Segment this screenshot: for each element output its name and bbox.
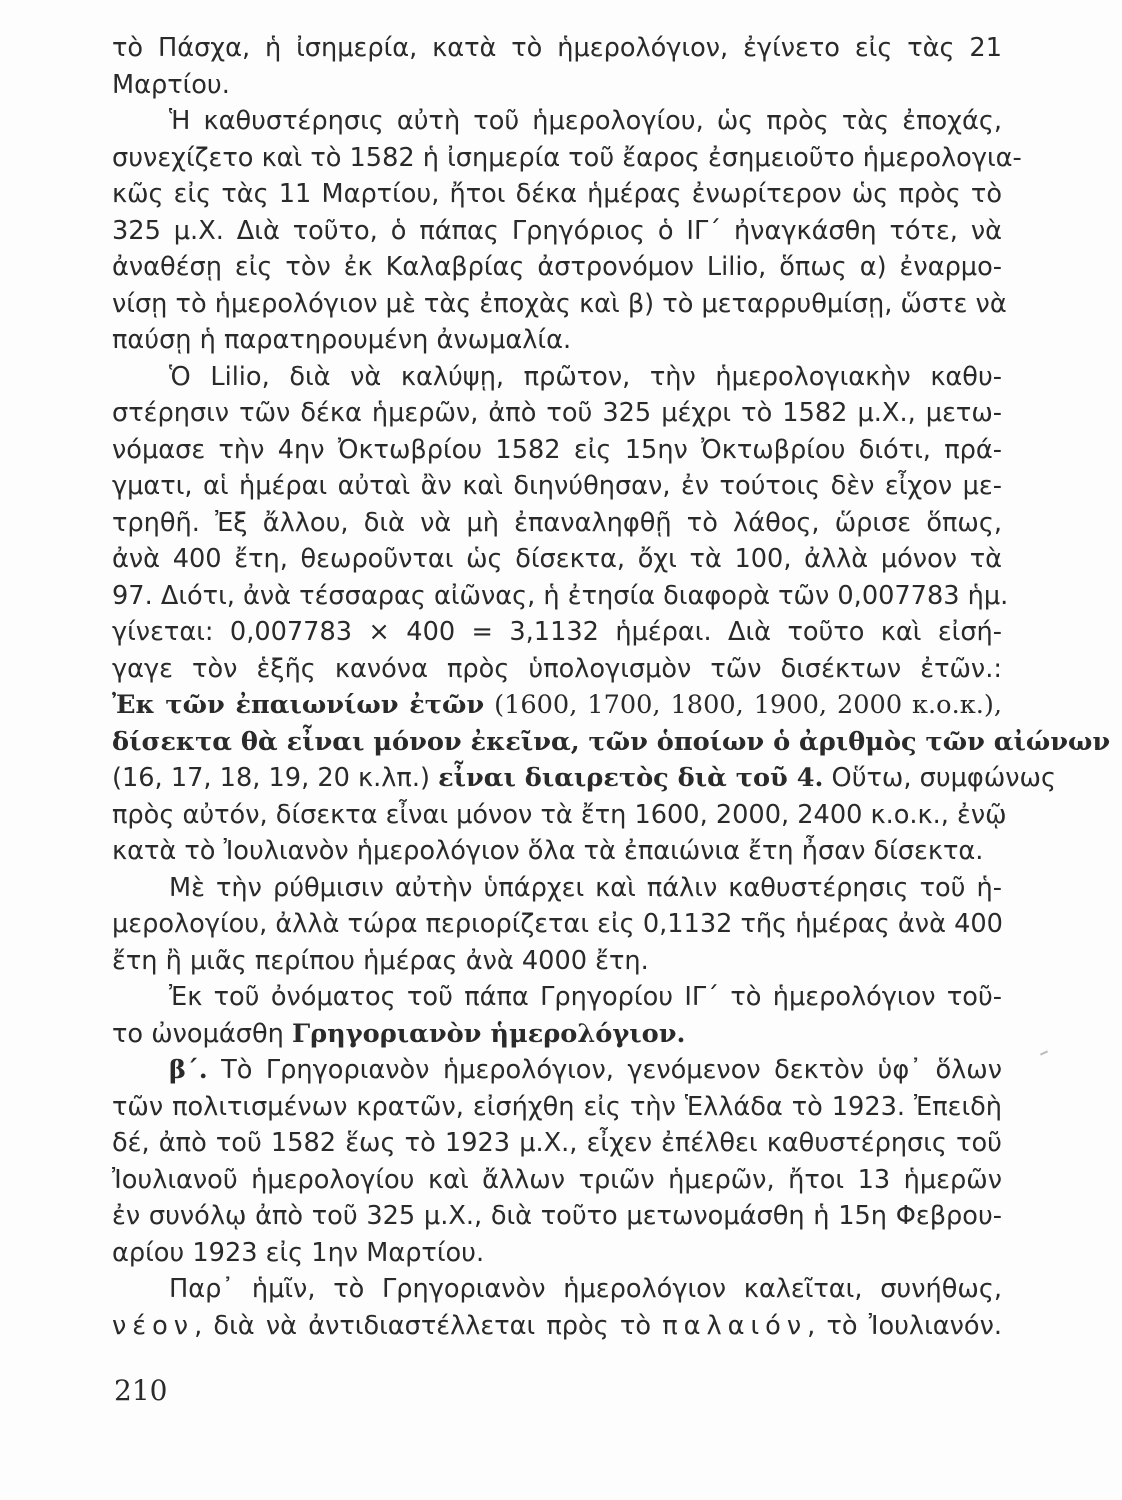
text-line: κατὰ τὸ Ἰουλιανὸν ἡμερολόγιον ὅλα τὰ ἐπαιώνια ἔτη ἦσαν δίσεκτα. [112,836,984,866]
text-line: ἀναθέσῃ εἰς τὸν ἐκ Καλαβρίας ἀστρονόμον Lilio, ὅπως α) ἐναρμο- [112,252,1002,282]
text-segment: (1600, 1700, 1800, 1900, 2000 κ.ο.κ.), [484,690,1002,720]
text-line: στέρησιν τῶν δέκα ἡμερῶν, ἀπὸ τοῦ 325 μέχρι τὸ 1582 μ.Χ., μετω- [112,398,1002,428]
text-line: γίνεται: 0,007783 × 400 = 3,1132 ἡμέραι. Διὰ τοῦτο καὶ εἰσή- [112,617,1002,647]
text-line: Ἡ καθυστέρησις αὐτὴ τοῦ ἡμερολογίου, ὡς πρὸς τὰς ἐποχάς, [169,106,1002,136]
text-segment: Οὕτω, συμφώνως [823,763,1057,793]
text-segment: Τὸ Γρηγοριανὸν ἡμερολόγιον, γενόμενον δεκτὸν ὑφ᾽ ὅλων [207,1055,1002,1085]
paragraph-lilio-reform [112,359,1111,870]
bold-rule-text: δίσεκτα θὰ εἶναι μόνον ἐκεῖνα, τῶν ὁποίων ὁ ἀριθμὸς τῶν αἰώνων [112,726,1111,757]
text-segment: , τὸ Ἰουλιανόν. [807,1310,1002,1341]
text-line: ἐν συνόλῳ ἀπὸ τοῦ 325 μ.Χ., διὰ τοῦτο μετωνομάσθη ἡ 15η Φεβρου- [112,1201,1002,1231]
bold-rule-text: εἶναι διαιρετὸς διὰ τοῦ 4. [438,763,824,793]
text-line: κῶς εἰς τὰς 11 Μαρτίου, ἤτοι δέκα ἡμέρας ἐνωρίτερον ὡς πρὸς τὸ [112,179,1002,209]
text-line: αρίου 1923 εἰς 1ην Μαρτίου. [112,1237,485,1268]
text-line: τρηθῆ. Ἐξ ἄλλου, διὰ νὰ μὴ ἐπαναληφθῇ τὸ λάθος, ὥρισε ὅπως, [112,507,1002,538]
text-line: 97. Διότι, ἀνὰ τέσσαρας αἰῶνας, ἡ ἐτησία διαφορὰ τῶν 0,007783 ἡμ. [112,580,1009,611]
text-line: τὸ Πάσχα, ἡ ἰσημερία, κατὰ τὸ ἡμερολόγιον, ἐγίνετο εἰς τὰς 21 [112,33,1002,63]
text-line: Ἐκ τοῦ ὀνόματος τοῦ πάπα Γρηγορίου ΙΓ΄ τὸ ἡμερολόγιον τοῦ- [169,982,1002,1012]
text-line: ἀνὰ 400 ἔτη, θεωροῦνται ὡς δίσεκτα, ὄχι τὰ 100, ἀλλὰ μόνον τὰ [112,544,1002,574]
paragraph-equinox-continuation [112,30,1002,103]
text-line [112,1308,1002,1345]
text-line: ἔτη ἢ μιᾶς περίπου ἡμέρας ἀνὰ 4000 ἔτη. [112,945,649,976]
text-line: μερολογίου, ἀλλὰ τώρα περιορίζεται εἰς 0,1132 τῆς ἡμέρας ἀνὰ 400 [112,909,1003,939]
text-line: Μὲ τὴν ρύθμισιν αὐτὴν ὑπάρχει καὶ πάλιν καθυστέρησις τοῦ ἡ- [169,872,1002,903]
spaced-term-old: παλαιόν [662,1310,808,1341]
text-line [112,1052,1002,1089]
paragraph-new-old-calendar [112,1271,1002,1344]
text-line: Μαρτίου. [112,69,230,100]
page-number: 210 [114,1374,168,1407]
paragraph-section-beta [112,1052,1002,1271]
text-line [112,724,1111,761]
text-line: Παρ᾽ ἡμῖν, τὸ Γρηγοριανὸν ἡμερολόγιον καλεῖται, συνήθως, [169,1274,1002,1304]
text-segment: το ὠνομάσθη [112,1018,292,1049]
section-marker: β΄. [169,1055,208,1085]
bold-term: Γρηγοριανὸν ἡμερολόγιον. [291,1018,686,1049]
paragraph-remaining-delay [112,870,1002,980]
text-line [112,687,1002,724]
text-line: δέ, ἀπὸ τοῦ 1582 ἕως τὸ 1923 μ.Χ., εἶχεν ἐπέλθει καθυστέρησις τοῦ [112,1128,1002,1158]
text-segment: , διὰ νὰ ἀντιδιαστέλλεται πρὸς τὸ [194,1310,663,1341]
text-line: τῶν πολιτισμένων κρατῶν, εἰσήχθη εἰς τὴν Ἑλλάδα τὸ 1923. Ἐπειδὴ [112,1091,1002,1122]
paragraph-gregorian-name [112,979,1002,1052]
text-line [112,1016,1002,1053]
text-line: Ὁ Lilio, διὰ νὰ καλύψῃ, πρῶτον, τὴν ἡμερολογιακὴν καθυ- [169,361,1002,392]
text-line: νόμασε τὴν 4ην Ὀκτωβρίου 1582 εἰς 15ην Ὀκτωβρίου διότι, πρά- [112,434,1002,465]
spaced-term-new: νέον [112,1310,195,1341]
page-body-text [112,30,1111,1344]
text-line: συνεχίζετο καὶ τὸ 1582 ἡ ἰσημερία τοῦ ἔαρος ἐσημειοῦτο ἡμερολογια- [112,142,1022,173]
scan-mark [1040,1050,1048,1055]
paragraph-calendar-delay [112,103,1022,359]
text-line: γαγε τὸν ἑξῆς κανόνα πρὸς ὑπολογισμὸν τῶν δισέκτων ἐτῶν.: [112,653,1002,684]
bold-rule-text: Ἐκ τῶν ἐπαιωνίων ἐτῶν [112,690,485,720]
text-line: γματι, αἱ ἡμέραι αὐταὶ ἂν καὶ διηνύθησαν, ἐν τούτοις δὲν εἶχον με- [112,471,1002,501]
text-line: πρὸς αὐτόν, δίσεκτα εἶναι μόνον τὰ ἔτη 1600, 2000, 2400 κ.ο.κ., ἐνῷ [112,799,1007,830]
text-line: 325 μ.Χ. Διὰ τοῦτο, ὁ πάπας Γρηγόριος ὁ ΙΓ΄ ἠναγκάσθη τότε, νὰ [112,215,1002,246]
text-segment: (16, 17, 18, 19, 20 κ.λπ.) [112,763,439,793]
text-line: νίσῃ τὸ ἡμερολόγιον μὲ τὰς ἐποχὰς καὶ β) τὸ μεταρρυθμίσῃ, ὥστε νὰ [112,288,1007,319]
text-line: παύσῃ ἡ παρατηρουμένη ἀνωμαλία. [112,325,572,355]
text-line: Ἰουλιανοῦ ἡμερολογίου καὶ ἄλλων τριῶν ἡμερῶν, ἤτοι 13 ἡμερῶν [112,1164,1002,1195]
text-line [112,760,1057,797]
